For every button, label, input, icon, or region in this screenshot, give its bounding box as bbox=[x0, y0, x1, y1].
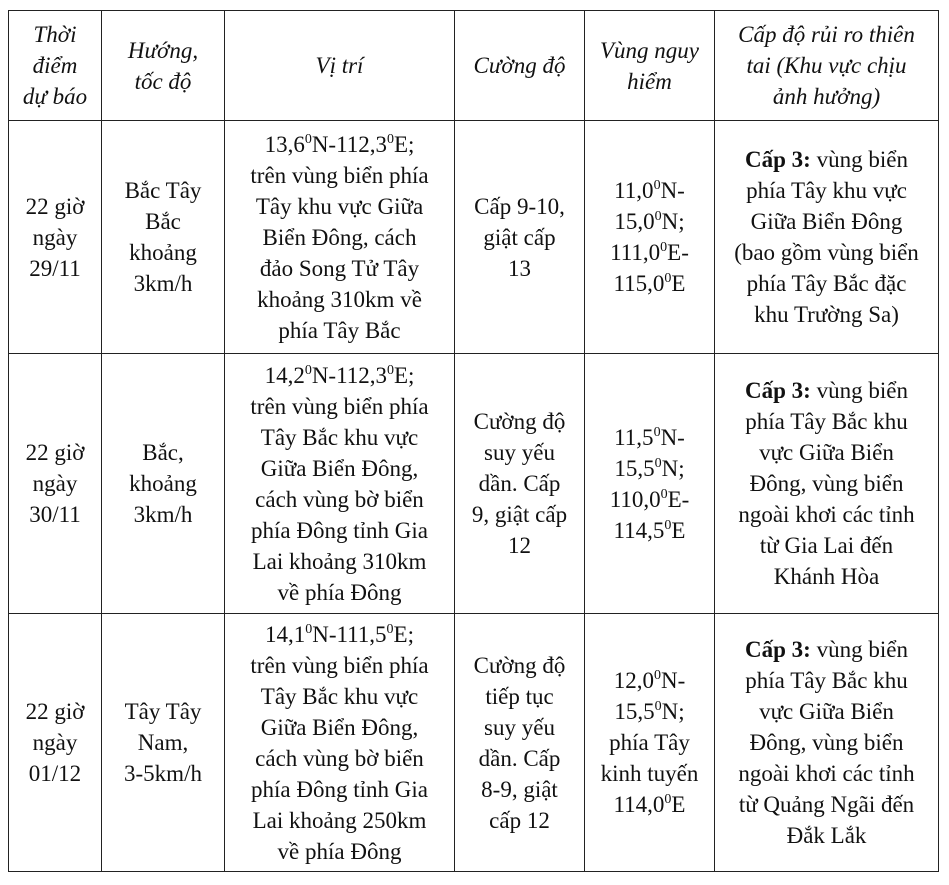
cell-risk-level: Cấp 3: vùng biển phía Tây Bắc khu vực Giữa Biển Đông, vùng biển ngoài khơi các tỉnh từ Quảng Ngãi đến Đắk Lắk bbox=[715, 614, 939, 872]
cell-position: 14,1$^0$N-111,5$^0$E; trên vùng biển phía Tây Bắc khu vực Giữa Biển Đông, cách vùng bờ biển phía Đông tỉnh Gia Lai khoảng 250km về phía Đông bbox=[225, 614, 455, 872]
cell-danger-zone: 11,0$^0$N- 15,0$^0$N; 111,0$^0$E- 115,0$^0$E bbox=[585, 121, 715, 354]
header-time: Thời điểm dự báo bbox=[9, 11, 102, 121]
header-row bbox=[9, 11, 939, 121]
position-coordinates: 13,6$^0$N-112,3$^0$E; bbox=[264, 131, 415, 157]
cell-direction: Tây Tây Nam, 3-5km/h bbox=[102, 614, 225, 872]
header-danger-zone: Vùng nguy hiểm bbox=[585, 11, 715, 121]
storm-forecast-table bbox=[8, 10, 939, 872]
cell-direction: Bắc Tây Bắc khoảng 3km/h bbox=[102, 121, 225, 354]
table-row bbox=[9, 121, 939, 354]
cell-intensity: Cấp 9-10, giật cấp 13 bbox=[455, 121, 585, 354]
header-risk-level: Cấp độ rủi ro thiên tai (Khu vực chịu ảnh hưởng) bbox=[715, 11, 939, 121]
risk-level-label: Cấp 3: bbox=[745, 147, 811, 172]
cell-time: 22 giờ ngày 29/11 bbox=[9, 121, 102, 354]
risk-level-label: Cấp 3: bbox=[745, 637, 811, 662]
position-coordinates: 14,1$^0$N-111,5$^0$E; bbox=[264, 621, 414, 647]
forecast-table-container bbox=[8, 10, 939, 872]
cell-risk-level: Cấp 3: vùng biển phía Tây Bắc khu vực Giữa Biển Đông, vùng biển ngoài khơi các tỉnh từ Gia Lai đến Khánh Hòa bbox=[715, 354, 939, 614]
position-coordinates: 14,2$^0$N-112,3$^0$E; bbox=[264, 362, 415, 388]
cell-position: 13,6$^0$N-112,3$^0$E; trên vùng biển phía Tây khu vực Giữa Biển Đông, cách đảo Song Tử Tây khoảng 310km về phía Tây Bắc bbox=[225, 121, 455, 354]
header-direction: Hướng, tốc độ bbox=[102, 11, 225, 121]
risk-level-label: Cấp 3: bbox=[745, 378, 811, 403]
cell-time: 22 giờ ngày 30/11 bbox=[9, 354, 102, 614]
header-position: Vị trí bbox=[225, 11, 455, 121]
table-row bbox=[9, 614, 939, 872]
header-intensity: Cường độ bbox=[455, 11, 585, 121]
cell-direction: Bắc, khoảng 3km/h bbox=[102, 354, 225, 614]
cell-danger-zone: 11,5$^0$N- 15,5$^0$N; 110,0$^0$E- 114,5$^0$E bbox=[585, 354, 715, 614]
cell-danger-zone: 12,0$^0$N- 15,5$^0$N; phía Tây kinh tuyến 114,0$^0$E bbox=[585, 614, 715, 872]
cell-risk-level: Cấp 3: vùng biển phía Tây khu vực Giữa Biển Đông (bao gồm vùng biển phía Tây Bắc đặc khu Trường Sa) bbox=[715, 121, 939, 354]
table-row bbox=[9, 354, 939, 614]
cell-position: 14,2$^0$N-112,3$^0$E; trên vùng biển phía Tây Bắc khu vực Giữa Biển Đông, cách vùng bờ biển phía Đông tỉnh Gia Lai khoảng 310km về phía Đông bbox=[225, 354, 455, 614]
cell-intensity: Cường độ suy yếu dần. Cấp 9, giật cấp 12 bbox=[455, 354, 585, 614]
cell-time: 22 giờ ngày 01/12 bbox=[9, 614, 102, 872]
cell-intensity: Cường độ tiếp tục suy yếu dần. Cấp 8-9, giật cấp 12 bbox=[455, 614, 585, 872]
